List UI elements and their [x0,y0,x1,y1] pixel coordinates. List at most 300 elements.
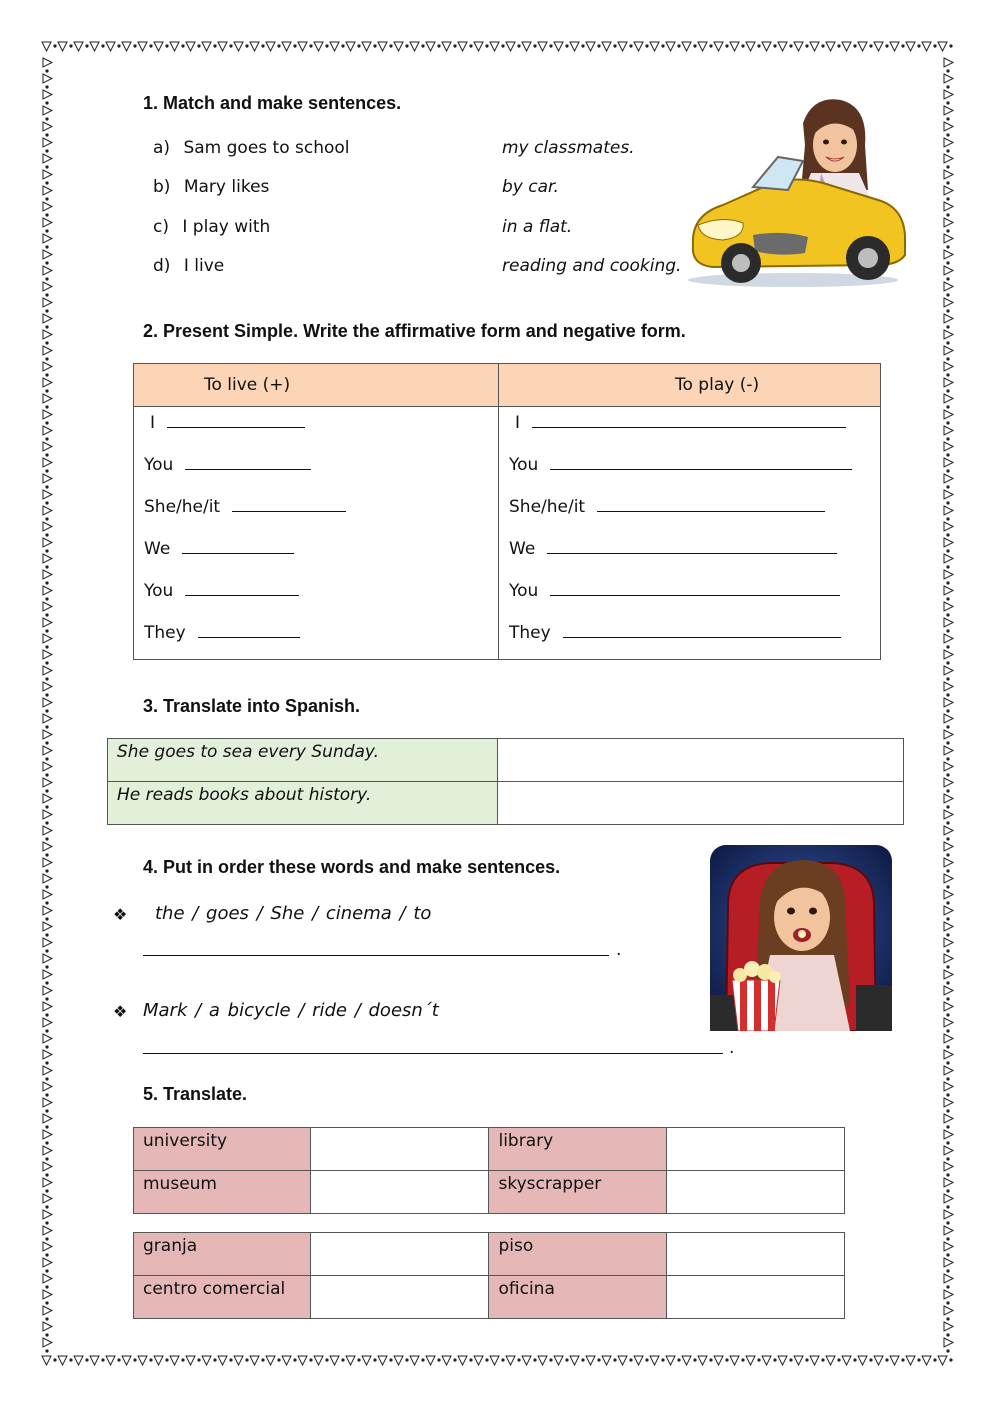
border-ornament [944,602,953,617]
border-ornament [944,1274,953,1289]
border-ornament [43,490,52,505]
border-ornament [250,42,265,51]
source-sentence: He reads books about history. [108,782,498,825]
border-ornament [43,1130,52,1145]
border-ornament [43,474,52,489]
border-ornament [186,1356,201,1365]
border-ornament [394,1356,409,1365]
border-ornament [90,42,105,51]
border-ornament [410,1356,425,1365]
border-ornament [842,1356,857,1365]
border-ornament [554,42,569,51]
border-ornament [43,650,52,665]
border-ornament [944,570,953,585]
border-ornament [43,682,52,697]
pronoun-label: She/he/it [509,497,586,517]
border-ornament [944,890,953,905]
section5-title: 5. Translate. [143,1084,248,1104]
border-ornament [43,906,52,921]
border-ornament [43,362,52,377]
border-ornament [944,778,953,793]
border-ornament [944,250,953,265]
border-ornament [666,42,681,51]
border-ornament [362,42,377,51]
border-ornament [586,42,601,51]
border-ornament [43,602,52,617]
border-ornament [944,826,953,841]
diamond-bullet-icon: ❖ [113,1002,128,1021]
border-ornament [43,1082,52,1097]
to-live-column [134,407,499,660]
border-ornament [906,1356,921,1365]
border-ornament [538,1356,553,1365]
border-ornament [58,42,73,51]
border-ornament [154,1356,169,1365]
pronoun-label: We [509,539,536,559]
pronoun-row [144,579,299,621]
border-ornament [944,1306,953,1321]
border-ornament [874,1356,889,1365]
pronoun-row [144,495,346,537]
pronoun-label: They [509,623,551,643]
border-ornament [810,42,825,51]
border-ornament [944,922,953,937]
border-ornament [314,1356,329,1365]
border-ornament [43,346,52,361]
border-ornament [944,442,953,457]
border-ornament [43,58,52,73]
border-ornament [410,42,425,51]
border-ornament [944,490,953,505]
answer-blank[interactable] [550,579,840,596]
border-ornament [43,1098,52,1113]
border-ornament [43,842,52,857]
border-ornament [330,1356,345,1365]
border-ornament [938,42,953,51]
border-ornament [346,1356,361,1365]
translate-vocab-table-2 [133,1232,845,1319]
border-ornament [570,42,585,51]
border-ornament [74,1356,89,1365]
border-ornament [944,554,953,569]
border-ornament [43,122,52,137]
border-ornament [43,618,52,633]
border-ornament [43,714,52,729]
match-ending: in a flat. [502,217,573,237]
match-text: I play with [182,217,271,237]
vocab-word: skyscrapper [489,1171,666,1214]
border-ornament [43,522,52,537]
border-ornament [490,42,505,51]
border-ornament [944,1322,953,1337]
table-row [108,782,904,825]
border-ornament [522,42,537,51]
border-ornament [106,1356,121,1365]
answer-line[interactable] [143,955,609,956]
answer-blank[interactable] [563,621,841,638]
border-ornament [944,154,953,169]
answer-cell[interactable] [498,739,904,782]
border-ornament [944,1082,953,1097]
border-ornament [682,1356,697,1365]
border-ornament [810,1356,825,1365]
border-ornament [944,90,953,105]
border-ornament [650,1356,665,1365]
border-ornament [330,42,345,51]
border-ornament [944,1258,953,1273]
border-ornament [794,42,809,51]
border-ornament [944,634,953,649]
border-ornament [43,794,52,809]
border-ornament [618,42,633,51]
border-ornament [458,42,473,51]
pronoun-row [509,621,841,663]
border-ornament [43,746,52,761]
border-ornament [944,58,953,73]
border-ornament [106,42,121,51]
answer-cell[interactable] [311,1171,489,1214]
border-ornament [944,522,953,537]
border-ornament [43,1258,52,1273]
border-ornament [43,698,52,713]
border-ornament [634,1356,649,1365]
border-ornament [666,1356,681,1365]
border-ornament [43,938,52,953]
pronoun-label: She/he/it [144,497,221,517]
border-ornament [858,1356,873,1365]
border-ornament [282,42,297,51]
answer-cell[interactable] [666,1171,844,1214]
border-ornament [426,42,441,51]
to-play-column [499,407,881,660]
match-item-b [153,177,269,197]
border-ornament [944,426,953,441]
border-ornament [944,378,953,393]
border-ornament [778,1356,793,1365]
border-ornament [43,1290,52,1305]
border-ornament [218,42,233,51]
border-ornament [74,42,89,51]
border-ornament [944,218,953,233]
table-row [108,739,904,782]
answer-blank[interactable] [547,537,837,554]
border-ornament [538,42,553,51]
vocab-word: piso [489,1233,666,1276]
border-ornament [842,42,857,51]
border-ornament [43,1066,52,1081]
border-ornament [43,634,52,649]
border-ornament [944,362,953,377]
border-ornament [43,154,52,169]
col-header-to-live: To live (+) [134,364,499,407]
pronoun-label: We [144,539,171,559]
answer-line[interactable] [143,1053,723,1054]
border-ornament [944,346,953,361]
border-ornament [43,1034,52,1049]
pronoun-label: You [509,455,539,475]
border-ornament [586,1356,601,1365]
border-ornament [266,1356,281,1365]
border-ornament [138,42,153,51]
border-ornament [730,1356,745,1365]
border-ornament [602,42,617,51]
vocab-word: library [489,1128,666,1171]
answer-cell[interactable] [498,782,904,825]
border-ornament [298,1356,313,1365]
border-ornament [554,1356,569,1365]
border-ornament [43,1274,52,1289]
source-sentence: She goes to sea every Sunday. [108,739,498,782]
border-ornament [944,394,953,409]
border-ornament [944,1034,953,1049]
border-ornament [43,410,52,425]
border-ornament [944,330,953,345]
border-ornament [43,1018,52,1033]
pronoun-row [144,621,300,663]
border-ornament [43,506,52,521]
pronoun-label: They [144,623,186,643]
border-ornament [944,122,953,137]
border-ornament [202,42,217,51]
border-ornament [474,1356,489,1365]
border-ornament [944,1066,953,1081]
border-ornament [944,650,953,665]
border-ornament [944,618,953,633]
border-ornament [944,410,953,425]
border-ornament [890,42,905,51]
border-ornament [170,1356,185,1365]
border-ornament [944,314,953,329]
border-ornament [602,1356,617,1365]
pronoun-row [509,579,840,621]
border-ornament [944,906,953,921]
border-ornament [944,1018,953,1033]
border-ornament [522,1356,537,1365]
answer-cell[interactable] [311,1233,489,1276]
border-ornament [43,298,52,313]
answer-blank[interactable] [597,495,825,512]
border-ornament [922,1356,937,1365]
match-item-c [153,217,270,237]
section1-title: 1. Match and make sentences. [143,93,402,113]
pronoun-label: I [515,413,521,433]
border-ornament [442,1356,457,1365]
border-ornament [944,794,953,809]
border-ornament [944,1050,953,1065]
border-ornament [43,874,52,889]
border-ornament [944,106,953,121]
border-ornament [234,42,249,51]
border-ornament [746,42,761,51]
border-ornament [944,1194,953,1209]
border-ornament [474,42,489,51]
border-ornament [698,42,713,51]
border-ornament [43,394,52,409]
border-ornament [944,1226,953,1241]
border-ornament [43,954,52,969]
border-ornament [746,1356,761,1365]
border-ornament [826,1356,841,1365]
border-ornament [43,762,52,777]
match-letter: b) [153,177,171,197]
border-ornament [944,538,953,553]
border-ornament [43,1242,52,1257]
girl-driving-car-illustration [683,95,913,290]
match-ending: reading and cooking. [502,256,682,276]
match-text: I live [183,256,225,276]
pronoun-row [144,537,294,579]
border-ornament [43,666,52,681]
pronoun-label: You [144,455,174,475]
answer-blank[interactable] [198,621,300,638]
border-ornament [874,42,889,51]
answer-blank[interactable] [182,537,294,554]
pronoun-label: You [144,581,174,601]
border-ornament [58,1356,73,1365]
border-ornament [944,698,953,713]
border-ornament [794,1356,809,1365]
answer-end-mark: . [729,1038,735,1058]
border-ornament [730,42,745,51]
border-ornament [43,282,52,297]
answer-blank[interactable] [550,453,852,470]
answer-cell[interactable] [311,1276,489,1319]
border-ornament [714,1356,729,1365]
border-ornament [43,1114,52,1129]
border-ornament [944,730,953,745]
answer-cell[interactable] [666,1276,844,1319]
border-ornament [346,42,361,51]
answer-cell[interactable] [666,1233,844,1276]
border-ornament [43,1162,52,1177]
border-ornament [43,90,52,105]
border-ornament [944,506,953,521]
border-ornament [762,1356,777,1365]
border-ornament [43,170,52,185]
border-ornament [43,1226,52,1241]
border-ornament [298,42,313,51]
border-ornament [43,234,52,249]
border-ornament [378,1356,393,1365]
section3-title: 3. Translate into Spanish. [143,696,361,716]
border-ornament [43,218,52,233]
match-ending: my classmates. [502,138,635,158]
border-ornament [938,1356,953,1365]
border-ornament [570,1356,585,1365]
border-ornament [714,42,729,51]
border-ornament [43,890,52,905]
border-ornament [43,922,52,937]
border-ornament [944,682,953,697]
answer-blank[interactable] [185,453,311,470]
pronoun-row [509,453,852,495]
border-ornament [43,570,52,585]
match-item-d [153,256,224,276]
table-row [134,1233,845,1276]
border-ornament [43,1002,52,1017]
border-ornament [944,138,953,153]
border-ornament [944,170,953,185]
border-ornament [698,1356,713,1365]
border-ornament [90,1356,105,1365]
border-ornament [43,1178,52,1193]
border-ornament [42,42,57,51]
border-ornament [506,1356,521,1365]
answer-blank[interactable] [232,495,346,512]
border-ornament [138,1356,153,1365]
border-ornament [42,1356,57,1365]
scrambled-sentence-1: the / goes / She / cinema / to [155,903,432,924]
diamond-bullet-icon: ❖ [113,905,128,924]
border-ornament [458,1356,473,1365]
answer-blank[interactable] [185,579,299,596]
border-ornament [944,746,953,761]
border-ornament [43,202,52,217]
border-ornament [944,202,953,217]
border-ornament [186,42,201,51]
border-ornament [43,730,52,745]
border-ornament [944,1114,953,1129]
border-ornament [944,1242,953,1257]
border-ornament [442,42,457,51]
match-item-a [153,138,350,158]
border-ornament [944,1130,953,1145]
border-ornament [944,1210,953,1225]
border-ornament [43,330,52,345]
answer-blank[interactable] [532,411,846,428]
border-ornament [890,1356,905,1365]
border-ornament [944,666,953,681]
border-ornament [944,186,953,201]
border-ornament [314,42,329,51]
border-ornament [394,42,409,51]
border-ornament [944,938,953,953]
answer-cell[interactable] [666,1128,844,1171]
answer-cell[interactable] [311,1128,489,1171]
border-ornament [43,986,52,1001]
border-ornament [944,266,953,281]
border-ornament [944,1162,953,1177]
pronoun-row [515,411,846,453]
border-ornament [944,458,953,473]
border-ornament [218,1356,233,1365]
border-ornament [43,250,52,265]
vocab-word: university [134,1128,311,1171]
border-ornament [362,1356,377,1365]
border-ornament [122,1356,137,1365]
pronoun-row [150,411,305,453]
border-ornament [43,1322,52,1337]
border-ornament [282,1356,297,1365]
border-ornament [944,874,953,889]
col-header-to-play: To play (-) [499,364,881,407]
border-ornament [43,458,52,473]
border-ornament [202,1356,217,1365]
border-ornament [170,42,185,51]
answer-blank[interactable] [167,411,305,428]
border-ornament [43,970,52,985]
border-ornament [762,42,777,51]
border-ornament [944,234,953,249]
border-ornament [154,42,169,51]
border-ornament [43,1146,52,1161]
pronoun-row [509,495,825,537]
match-text: Mary likes [183,177,270,197]
border-ornament [426,1356,441,1365]
border-ornament [944,282,953,297]
border-ornament [944,810,953,825]
border-ornament [234,1356,249,1365]
